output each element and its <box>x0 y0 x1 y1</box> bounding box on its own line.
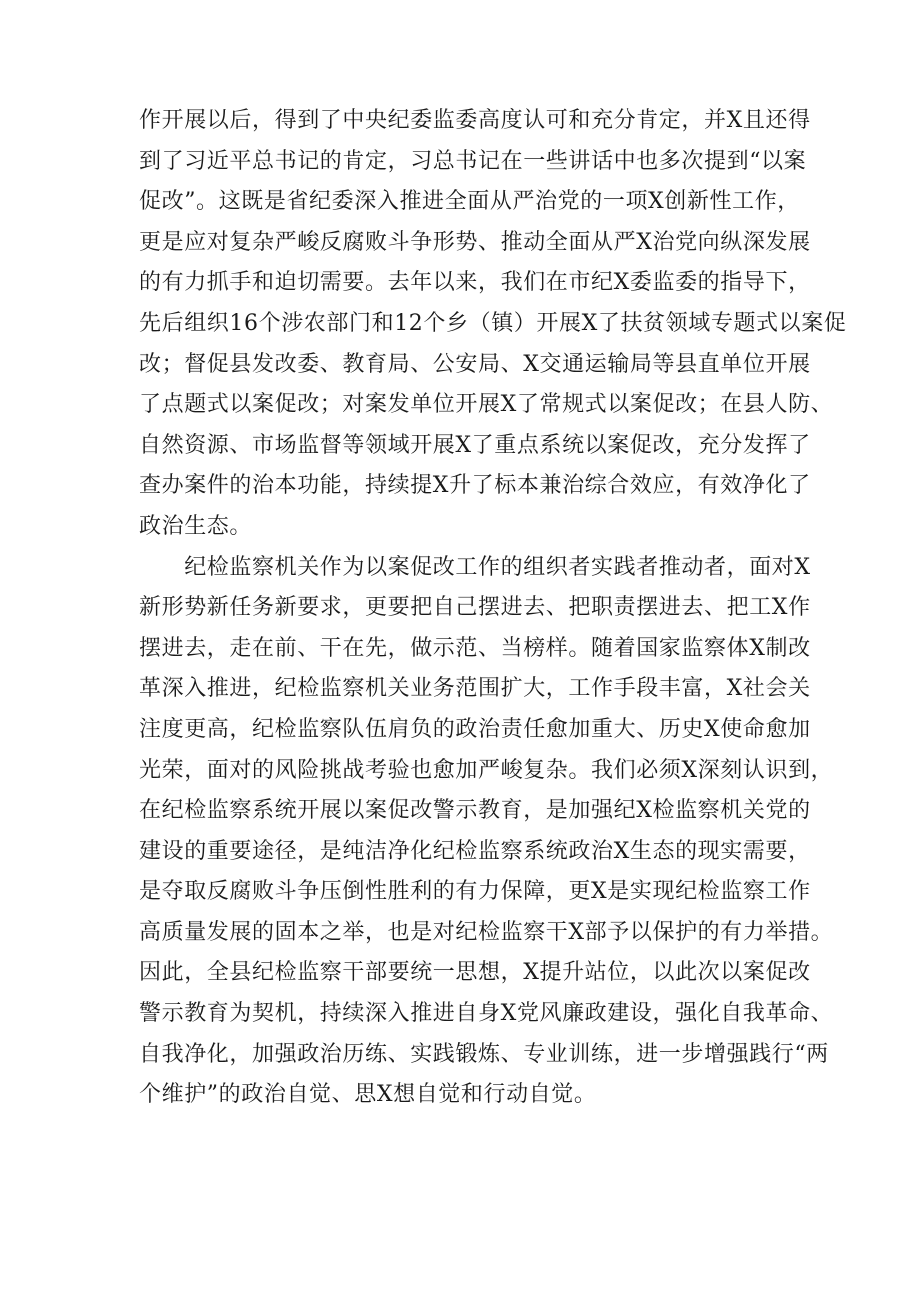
text-line: 个维护”的政治自觉、思X想自觉和行动自觉。 <box>139 1082 597 1108</box>
text-line: 高质量发展的固本之举，也是对纪检监察干X部予以保护的有力举措。 <box>139 919 834 945</box>
text-line: 改；督促县发改委、教育局、公安局、X交通运输局等县直单位开展 <box>139 351 811 377</box>
text-line: 更是应对复杂严峻反腐败斗争形势、推动全面从严X治党向纵深发展 <box>139 229 811 255</box>
text-line: 纪检监察机关作为以案促改工作的组织者实践者推动者，面对X <box>139 554 811 580</box>
text-line: 光荣，面对的风险挑战考验也愈加严峻复杂。我们必须X深刻认识到， <box>139 757 834 783</box>
text-line: 到了习近平总书记的肯定，习总书记在一些讲话中也多次提到“以案 <box>139 148 807 174</box>
paragraph-1 <box>139 101 847 548</box>
text-line: 查办案件的治本功能，持续提X升了标本兼治综合效应，有效净化了 <box>139 473 811 499</box>
text-line: 自我净化，加强政治历练、实践锻炼、专业训练，进一步增强践行“两 <box>139 1041 829 1067</box>
text-line: 作开展以后，得到了中央纪委监委高度认可和充分肯定，并X且还得 <box>139 108 811 133</box>
text-line: 政治生态。 <box>139 513 253 539</box>
paragraph-2 <box>139 548 834 1116</box>
text-line: 因此，全县纪检监察干部要统一思想，X提升站位，以此次以案促改 <box>139 960 811 986</box>
text-line: 先后组织16个涉农部门和12个乡（镇）开展X了扶贫领域专题式以案促 <box>139 310 847 336</box>
text-line: 是夺取反腐败斗争压倒性胜利的有力保障，更X是实现纪检监察工作 <box>139 879 811 905</box>
text-line: 注度更高，纪检监察队伍肩负的政治责任愈加重大、历史X使命愈加 <box>139 716 811 742</box>
text-line: 在纪检监察系统开展以案促改警示教育，是加强纪X检监察机关党的 <box>139 798 811 824</box>
text-line: 建设的重要途径，是纯洁净化纪检监察系统政治X生态的现实需要， <box>139 838 811 864</box>
text-line: 了点题式以案促改；对案发单位开展X了常规式以案促改；在县人防、 <box>139 392 834 418</box>
text-line: 警示教育为契机，持续深入推进自身X党风廉政建设，强化自我革命、 <box>139 1001 834 1027</box>
text-line: 新形势新任务新要求，更要把自己摆进去、把职责摆进去、把工X作 <box>139 595 811 621</box>
text-line: 摆进去，走在前、干在先，做示范、当榜样。随着国家监察体X制改 <box>139 635 811 661</box>
text-line: 自然资源、市场监督等领域开展X了重点系统以案促改，充分发挥了 <box>139 432 811 458</box>
document-body <box>139 101 847 1116</box>
text-line: 革深入推进，纪检监察机关业务范围扩大，工作手段丰富，X社会关 <box>139 676 811 702</box>
text-line: 促改”。这既是省纪委深入推进全面从严治党的一项X创新性工作， <box>139 189 800 215</box>
text-line: 的有力抓手和迫切需要。去年以来，我们在市纪X委监委的指导下， <box>139 270 811 296</box>
